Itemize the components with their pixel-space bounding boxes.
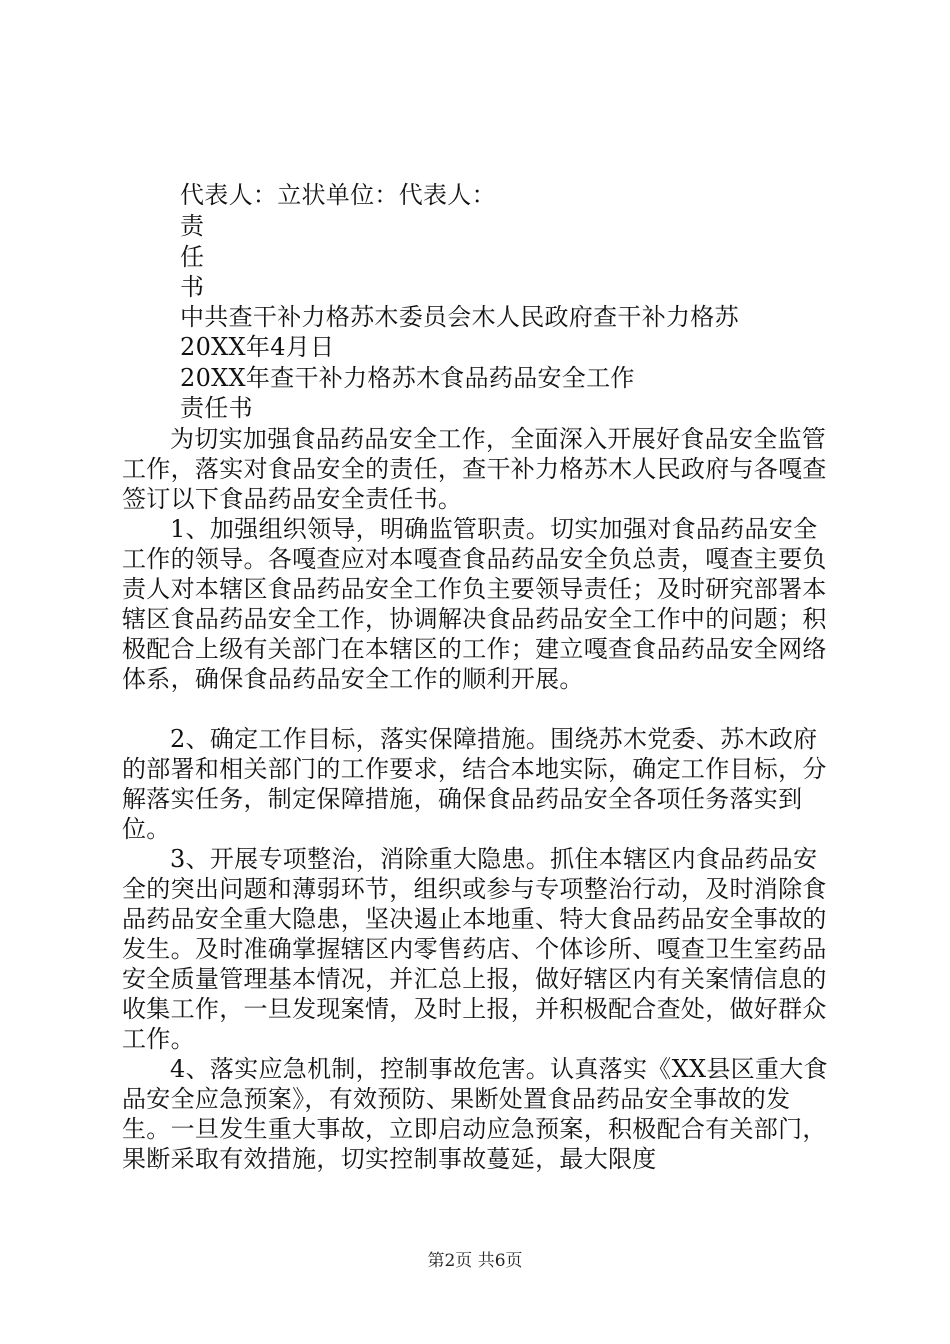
page-footer: 第2页 共6页	[427, 1251, 523, 1271]
document-title-continued: 责任书	[180, 394, 253, 422]
representatives-line: 代表人：立状单位：代表人：	[180, 181, 496, 209]
issuer-line: 中共查干补力格苏木委员会木人民政府查干补力格苏	[180, 303, 739, 331]
vertical-title-char: 责	[180, 212, 205, 240]
clause-paragraph-3: 3、开展专项整治，消除重大隐患。抓住本辖区内食品药品安全的突出问题和薄弱环节，组织或参与专项整治行动，及时消除食品药品安全重大隐患，坚决遏止本地重、特大食品药品安全事故的发生。及时准确掌握辖区内零售药店、个体诊所、嘎查卫生室药品安全质量管理基本情况，并汇总上报，做好辖区内有关案情信息的收集工作，一旦发现案情，及时上报，并积极配合查处，做好群众工作。	[122, 845, 827, 1053]
paragraph-spacer	[122, 694, 834, 724]
document-body	[122, 424, 834, 1174]
clause-paragraph-4: 4、落实应急机制，控制事故危害。认真落实《XX县区重大食品安全应急预案》，有效预防、果断处置食品药品安全事故的发生。一旦发生重大事故，立即启动应急预案，积极配合有关部门，果断采取有效措施，切实控制事故蔓延，最大限度	[122, 1055, 828, 1173]
date-line: 20XX年4月日	[180, 333, 335, 361]
clause-paragraph-2: 2、确定工作目标，落实保障措施。围绕苏木党委、苏木政府的部署和相关部门的工作要求，结合本地实际，确定工作目标，分解落实任务，制定保障措施，确保食品药品安全各项任务落实到位。	[122, 725, 827, 843]
vertical-title-char: 书	[180, 273, 205, 301]
document-title: 20XX年查干补力格苏木食品药品安全工作	[180, 364, 635, 392]
clause-paragraph-1: 1、加强组织领导，明确监管职责。切实加强对食品药品安全工作的领导。各嘎查应对本嘎查食品药品安全负总责，嘎查主要负责人对本辖区食品药品安全工作负主要领导责任；及时研究部署本辖区食品药品安全工作，协调解决食品药品安全工作中的问题；积极配合上级有关部门在本辖区的工作；建立嘎查食品药品安全网络体系，确保食品药品安全工作的顺利开展。	[122, 515, 827, 693]
vertical-title-char: 任	[180, 243, 205, 271]
intro-paragraph: 为切实加强食品药品安全工作，全面深入开展好食品安全监管工作，落实对食品安全的责任，查干补力格苏木人民政府与各嘎查签订以下食品药品安全责任书。	[122, 425, 827, 513]
